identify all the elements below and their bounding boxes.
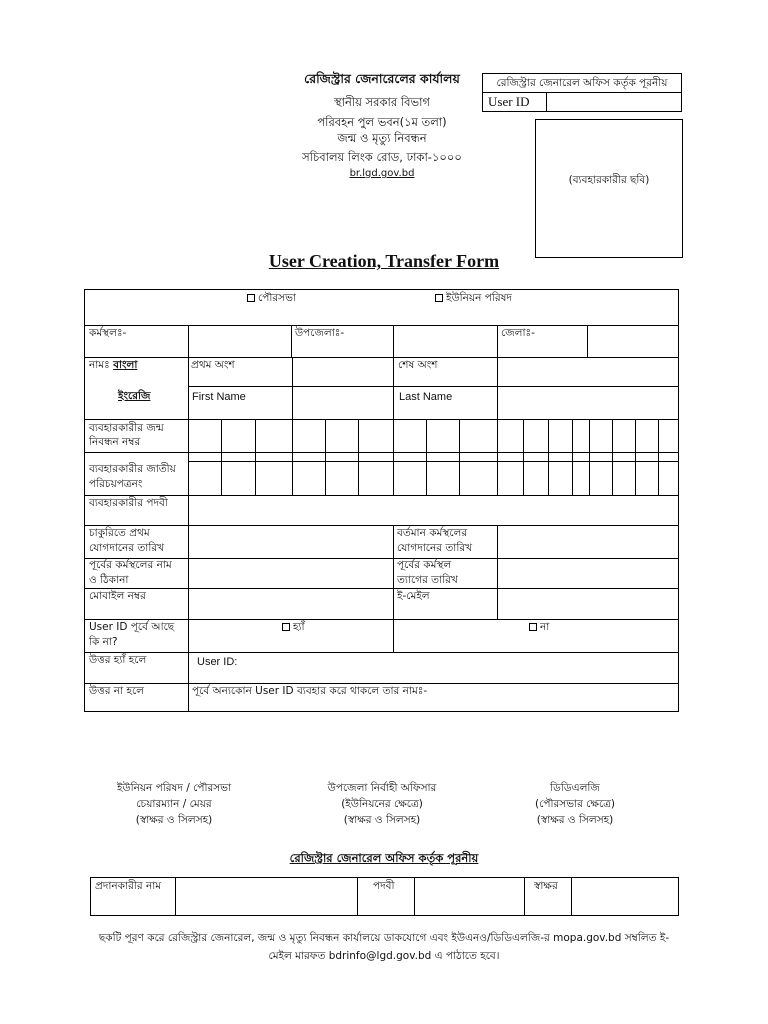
- prev-work-label-1: পূর্বের কর্মস্থলের নাম: [89, 559, 172, 571]
- birth-reg-label-2: নিবন্ধন নম্বর: [89, 436, 141, 448]
- option-pourashava[interactable]: [247, 291, 296, 306]
- photo-label: (ব্যবহারকারীর ছবি): [568, 174, 650, 186]
- upazila-label: উপজেলাঃ-: [295, 327, 345, 339]
- designation-field[interactable]: [415, 878, 524, 915]
- workplace-label: কর্মস্থলঃ-: [89, 327, 127, 339]
- signature-label: স্বাক্ষর: [534, 880, 558, 892]
- registrar-use-box: [482, 73, 682, 112]
- bangla-label: বাংলা: [113, 359, 138, 371]
- department-line: জন্ম ও মৃত্যু নিবন্ধন: [337, 131, 427, 145]
- nid-label-2: পরিচয়পত্রনং: [89, 478, 143, 490]
- first-name-label: First Name: [192, 391, 246, 403]
- checkbox-icon: [435, 294, 443, 302]
- signature-line: ইউনিয়ন পরিষদ / পৌরসভা: [116, 782, 232, 794]
- form-title: User Creation, Transfer Form: [268, 251, 500, 271]
- checkbox-icon: [247, 294, 255, 302]
- name-label: [89, 358, 137, 373]
- option-yes[interactable]: [282, 620, 305, 635]
- user-id-field-label: User ID:: [197, 656, 238, 668]
- signature-field[interactable]: [572, 878, 678, 915]
- address-line: সচিবালয় লিংক রোড, ঢাকা-১০০০: [302, 150, 462, 164]
- signature-line: (ইউনিয়নের ক্ষেত্রে): [341, 798, 423, 810]
- designation-label-2: পদবী: [373, 880, 395, 892]
- registrar-table: [90, 877, 679, 916]
- prev-leave-label-2: ত্যাগের তারিখ: [397, 574, 458, 586]
- nid-label-1: ব্যবহারকারীর জাতীয়: [89, 463, 176, 475]
- checkbox-icon: [529, 623, 537, 631]
- submission-note-line-2: মেইল মারফত bdrinfo@lgd.gov.bd এ পাঠাতে হবে।: [268, 950, 500, 962]
- building-line: পরিবহন পুল ভবন(১ম তলা): [317, 115, 447, 129]
- registrar-box-title: রেজিস্ট্রার জেনারেল অফিস কর্তৃক পূরনীয়: [483, 74, 681, 93]
- mobile-label: মোবাইল নম্বর: [89, 590, 146, 602]
- signature-uno: [282, 780, 482, 828]
- if-yes-label: উত্তর হ্যাঁ হলে: [89, 654, 147, 666]
- birth-reg-label-1: ব্যবহারকারীর জন্ম: [89, 422, 164, 434]
- website-link[interactable]: br.lgd.gov.bd: [349, 168, 415, 179]
- registrar-section-title: রেজিস্ট্রার জেনারেল অফিস কর্তৃক পূরনীয়: [289, 851, 479, 865]
- division-line: স্থানীয় সরকার বিভাগ: [334, 95, 430, 109]
- first-part-bn: প্রথম অংশ: [191, 359, 235, 371]
- option-no-label: না: [540, 621, 550, 633]
- option-union-label: ইউনিয়ন পরিষদ: [446, 292, 512, 304]
- prev-work-label-2: ও ঠিকানা: [89, 574, 129, 586]
- current-join-label-2: যোগদানের তারিখ: [397, 542, 472, 554]
- prev-leave-label-1: পূর্বের কর্মস্থল: [397, 559, 452, 571]
- had-userid-label-1: User ID পূর্বে আছে: [89, 621, 175, 633]
- signature-line: ডিডিএলজি: [550, 782, 600, 794]
- provider-name-field[interactable]: [176, 878, 357, 915]
- office-title: রেজিস্ট্রার জেনারেলের কার্যালয়: [304, 71, 460, 86]
- option-union-parishad[interactable]: [435, 291, 512, 306]
- join-date-label-2: যোগদানের তারিখ: [89, 542, 164, 554]
- if-no-text: পূর্বে অন্যকোন User ID ব্যবহার করে থাকলে তার নামঃ-: [192, 685, 428, 697]
- email-label: ই-মেইল: [397, 590, 430, 602]
- signature-chairman: [84, 780, 264, 828]
- designation-label: ব্যবহারকারীর পদবী: [89, 497, 168, 509]
- signature-ddlg: [495, 780, 655, 828]
- user-id-label: User ID: [483, 93, 547, 111]
- had-userid-label-2: কি না?: [89, 636, 118, 648]
- signature-line: উপজেলা নির্বাহী অফিসার: [327, 782, 437, 794]
- provider-name-label: প্রদানকারীর নাম: [95, 880, 162, 892]
- signature-line: (স্বাক্ষর ও সিলসহ): [135, 814, 213, 826]
- option-yes-label: হ্যাঁ: [293, 621, 305, 633]
- signature-line: (স্বাক্ষর ও সিলসহ): [343, 814, 421, 826]
- current-join-label-1: বর্তমান কর্মস্থলের: [397, 527, 468, 539]
- submission-note-line-1: ছকটি পূরণ করে রেজিস্ট্রার জেনারেল, জন্ম ও মৃত্যু নিবন্ধন কার্যালয়ে ডাকযোগে এবং ইউএনও/ডিডিএলজি-র mopa.gov.bd সম্বলিত ই-: [98, 932, 670, 944]
- user-id-field[interactable]: [548, 93, 681, 111]
- district-label: জেলাঃ-: [501, 327, 535, 339]
- checkbox-icon: [282, 623, 290, 631]
- option-no[interactable]: [529, 620, 549, 635]
- signature-line: (পৌরসভার ক্ষেত্রে): [535, 798, 615, 810]
- user-photo-box[interactable]: [535, 119, 683, 258]
- signature-line: (স্বাক্ষর ও সিলসহ): [536, 814, 614, 826]
- signature-line: চেয়ারম্যান / মেয়র: [136, 798, 212, 810]
- user-form-table: [84, 289, 679, 712]
- english-label: ইংরেজি: [118, 390, 151, 402]
- last-name-label: Last Name: [399, 391, 453, 403]
- join-date-label-1: চাকুরিতে প্রথম: [89, 527, 150, 539]
- option-pourashava-label: পৌরসভা: [258, 292, 296, 304]
- if-no-label: উত্তর না হলে: [89, 685, 145, 697]
- last-part-bn: শেষ অংশ: [398, 359, 438, 371]
- name-label-text: নামঃ: [89, 359, 110, 371]
